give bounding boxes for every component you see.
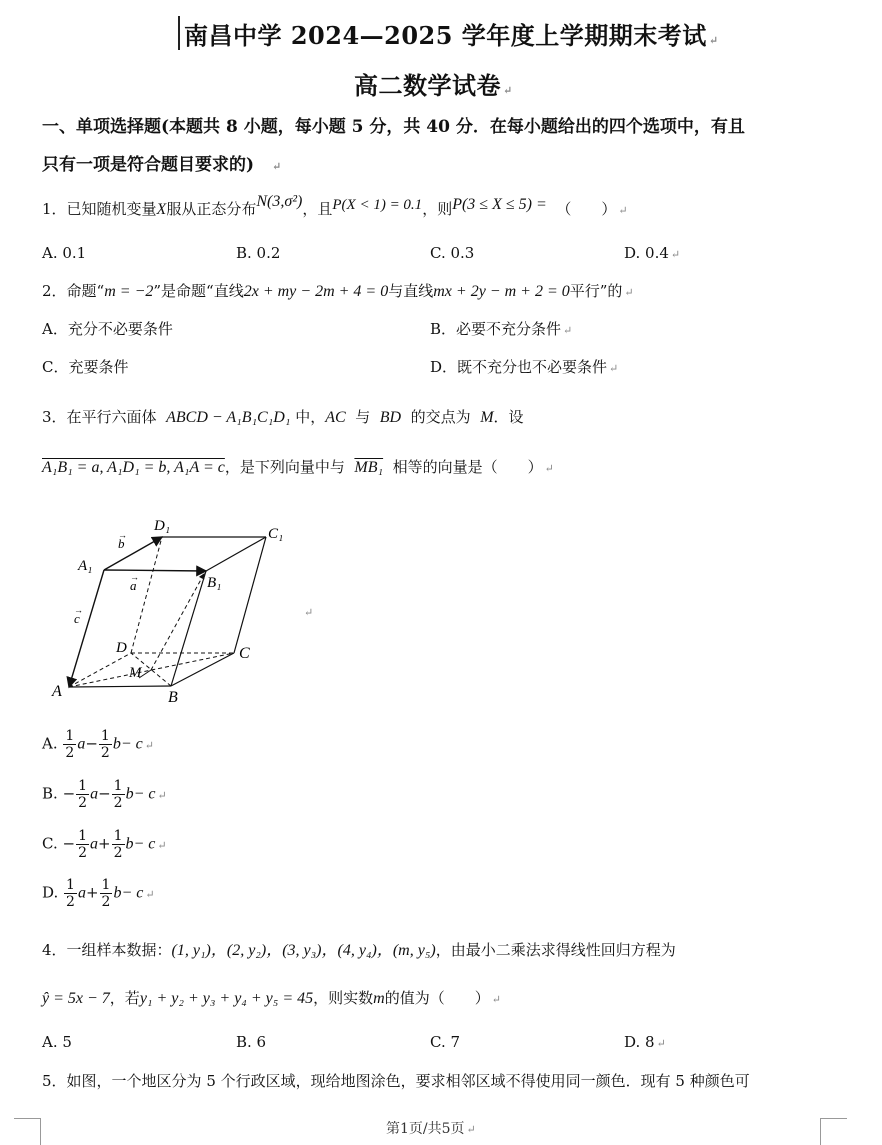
q3-option-a: A. $\frac{1}{2}$ a− $\frac{1}{2}$ b− c ↵ [42,728,154,761]
edge-a1-b1 [104,570,206,571]
q1-option-c: C. 0.3 [430,244,475,262]
section-heading-line2: 只有一项是符合题目要求的) ↵ [42,155,282,175]
label-vec-b: b [118,536,125,551]
question-3-line1: 3．在平行六面体 ABCD − A₁B₁C₁D₁ 中，AC 与 BD 的交点为 M．设 [42,408,524,426]
page-number: 第1页/共5页 ↵ [386,1121,476,1137]
page-corner-left [14,1118,41,1145]
label-a: A [52,683,62,700]
edge-b1-b [171,571,206,686]
exam-title: 南昌中学 2024—2025 学年度上学期期末考试 ↵ [184,21,719,50]
label-b1: B₁ [207,575,222,591]
q2-option-d: D．既不充分也不必要条件 ↵ [430,358,619,376]
label-d: D [116,640,127,656]
q2-option-a: A．充分不必要条件 [42,320,173,338]
question-5: 5．如图，一个地区分为 5 个行政区域，现给地图涂色，要求相邻区域不得使用同一颜色．现有 5 种颜色可 [42,1072,750,1090]
q3-option-c: C. − $\frac{1}{2}$ a+ $\frac{1}{2}$ b− c ↵ [42,828,167,861]
figure-return-mark: ↵ [304,606,314,619]
q4-option-d: D. 8 ↵ [624,1033,666,1051]
text-cursor [178,16,180,50]
q1-option-a: A. 0.1 [42,244,87,262]
edge-a-b [69,686,171,687]
q2-option-c: C．充要条件 [42,358,129,376]
label-d1: D₁ [154,518,171,534]
arrow-over-b: → [118,530,127,540]
edge-b-c [171,653,234,686]
q1-option-d: D. 0.4 ↵ [624,244,681,262]
label-c1: C₁ [268,526,284,542]
q2-option-b: B．必要不充分条件 ↵ [430,320,573,338]
q4-option-b: B. 6 [236,1033,267,1051]
edge-c1-c [234,537,266,653]
question-2: 2．命题“m = −2”是命题“直线2x + my − 2m + 4 = 0与直线mx + 2y − m + 2 = 0平行”的 ↵ [42,282,634,300]
label-vec-c: c [74,611,80,626]
question-1: 1．已知随机变量X服从正态分布N(3,σ²)，且P(X < 1) = 0.1，则P(3 ≤ X ≤ 5) = （ ） ↵ [42,193,628,218]
edge-c1-b1 [206,537,266,571]
q1-option-b: B. 0.2 [236,244,281,262]
vector-mb1 [151,574,204,670]
label-b: B [168,689,178,706]
label-m: M [129,665,142,681]
edge-a1-d1 [104,537,162,570]
question-3-line2: A₁B₁ = a, A₁D₁ = b, A₁A = c，是下列向量中与 MB₁ 相等的向量是（ ） ↵ [42,458,554,476]
label-vec-a: a [130,578,137,593]
label-c: C [239,645,250,662]
question-4-line1: 4．一组样本数据：(1, y₁)，(2, y₂)，(3, y₃)，(4, y₄)，(m, y₅)，由最小二乘法求得线性回归方程为 [42,941,676,959]
q3-option-d: D. $\frac{1}{2}$ a+ $\frac{1}{2}$ b− c ↵ [42,877,155,910]
label-a1: A₁ [78,558,93,574]
q4-option-a: A. 5 [42,1033,72,1051]
page-corner-right [820,1118,847,1145]
parallelepiped-figure [44,510,344,710]
arrow-over-a: → [130,572,139,582]
arrow-over-c: → [74,605,83,615]
exam-subtitle: 高二数学试卷 ↵ [354,71,513,100]
q3-option-b: B. − $\frac{1}{2}$ a− $\frac{1}{2}$ b− c ↵ [42,778,167,811]
section-heading-line1: 一、单项选择题(本题共 8 小题，每小题 5 分，共 40 分．在每小题给出的四个选项中，有且 [42,117,745,137]
question-4-line2: ŷ = 5x − 7，若y₁ + y₂ + y₃ + y₄ + y₅ = 45，则实数m的值为（ ） ↵ [42,989,501,1007]
q4-option-c: C. 7 [430,1033,461,1051]
edge-d-d1 [131,537,162,653]
edge-a1-a [69,570,104,687]
